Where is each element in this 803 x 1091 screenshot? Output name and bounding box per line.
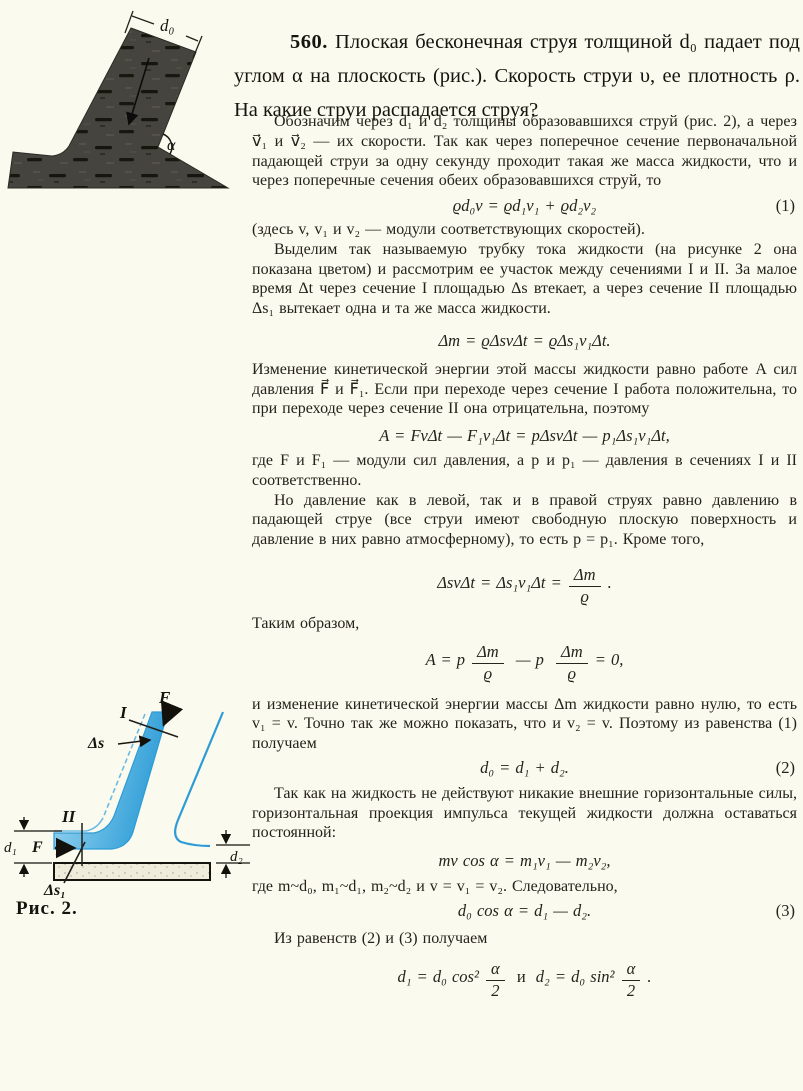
force-F1-label: F⃗₁ [32, 839, 61, 856]
equation-1-tag: (1) [775, 196, 795, 216]
equation-work-zero-pre: A = p [425, 649, 465, 669]
equation-work-zero [252, 643, 797, 684]
solution-paragraph-2: (здесь v, v₁ и v₂ — модули соответствующих скоростей). [252, 220, 645, 238]
d0-label: d₀ [160, 16, 175, 35]
fraction-dm-rho-1: $\frac{\Delta m}{ϱ}$ [470, 643, 506, 684]
plate [54, 863, 210, 880]
section-I-label: I [120, 703, 127, 722]
fraction-alpha-2-a: $\frac{\alpha}{2}$ [484, 960, 507, 1001]
equation-result [252, 960, 797, 1001]
solution-paragraph-8: и изменение кинетической энергии массы Δm жидкости равно нулю, то есть v₁ = v. Точно так же можно показать, что и v₂ = v. Поэтому из равенства (1) получаем [252, 695, 797, 753]
alpha-label: α [167, 137, 176, 154]
fraction-dm-rho: $\frac{\Delta m}{ϱ}$ [567, 566, 603, 607]
equation-dm [252, 331, 797, 351]
equation-2-body: d₀ = d₁ + d₂. [480, 758, 569, 777]
equation-dm-body: Δm = ϱΔsvΔt = ϱΔs₁v₁Δt. [438, 330, 611, 350]
force-F-label: F⃗ [159, 690, 184, 707]
solution-paragraph-6: Но давление как в левой, так и в правой струях равно давлению в падающей струе (все струи имеют свободную плоскую поверхность и давление в них равно атмосферному), то есть p = p₁. Кроме того, [252, 491, 797, 549]
section-II-label: II [62, 807, 76, 826]
solution-paragraph-1: Обозначим через d₁ и d₂ толщины образовавшихся струй (рис. 2), а через v⃗₁ и v⃗₂ — их скорости. Так как через поперечное сечение первоначальной падающей струи за одну секунду проходит такая же масса жидкости, что и через поперечные сечения обеих образовавшихся струй, то [252, 113, 797, 190]
equation-result-pre2: d₂ = d₀ sin² [535, 967, 615, 987]
problem-number: 560. [290, 30, 328, 53]
solution-text [252, 112, 797, 1001]
d2-label: d₂ [230, 849, 243, 865]
solution-paragraph-11: Из равенств (2) и (3) получаем [274, 929, 488, 947]
problem-text: Плоская бесконечная струя толщиной d₀ падает под углом α на плоскость (рис.). Скорость струи υ, ее плотность ρ. На какие струи распадается струя? [234, 30, 800, 121]
stream-tube [54, 712, 168, 849]
figure2-stream-tube-diagram [2, 690, 254, 928]
equation-1-body: ϱd₀v = ϱd₁v₁ + ϱd₂v₂ [452, 196, 597, 216]
equation-momentum-body: mv cos α = m₁v₁ — m₂v₂, [438, 851, 611, 871]
fraction-alpha-2-b: $\frac{\alpha}{2}$ [620, 960, 643, 1001]
equation-work-zero-mid: — p [515, 649, 544, 669]
solution-paragraph-9: Так как на жидкость не действуют никакие внешние горизонтальные силы, горизонтальная проекция импульса текущей жидкости должна оставаться постоянной: [252, 784, 797, 842]
equation-volume-post: . [607, 572, 612, 592]
equation-momentum [252, 851, 797, 871]
equation-volume-pre: ΔsvΔt = Δs₁v₁Δt = [437, 572, 562, 592]
equation-2-tag: (2) [775, 757, 795, 777]
ds-label: Δs [88, 735, 105, 752]
equation-volume [252, 566, 797, 607]
equation-work-zero-post: = 0, [594, 649, 624, 669]
figure1-incident-jet-diagram [0, 0, 240, 198]
solution-paragraph-7: Таким образом, [252, 614, 360, 632]
equation-result-pre1: d₁ = d₀ cos² [397, 967, 479, 987]
equation-3 [252, 901, 797, 921]
solution-paragraph-5: где F и F₁ — модули сил давления, а p и p₁ — давления в сечениях I и II соответственно. [252, 451, 798, 489]
equation-1 [252, 196, 797, 216]
solution-paragraph-3: Выделим так называемую трубку тока жидкости (на рисунке 2 она показана цветом) и рассмотрим ее участок между сечениями I и II. За малое время Δt через сечение I площадью Δs втекает, а через сечение II площадью Δs₁ вытекает одна и та же масса жидкости. [252, 240, 797, 318]
equation-result-post: . [647, 967, 652, 987]
equation-3-body: d₀ cos α = d₁ — d₂. [457, 900, 592, 920]
d1-label: d₁ [4, 840, 17, 856]
solution-paragraph-4: Изменение кинетической энергии этой массы жидкости равно работе A сил давления F⃗ и F⃗₁. Если при переходе через сечение I работа положительна, то при переходе через сечение II она отрицательна, поэтому [252, 360, 797, 418]
equation-result-mid: и [516, 967, 526, 987]
ds1-label: Δs₁ [44, 882, 66, 899]
fraction-dm-rho-2: $\frac{\Delta m}{ϱ}$ [554, 643, 590, 684]
figure2-caption: Рис. 2. [16, 898, 78, 919]
solution-paragraph-10: где m~d₀, m₁~d₁, m₂~d₂ и v = v₁ = v₂. Следовательно, [252, 877, 618, 895]
jet-right-boundary [175, 712, 223, 846]
equation-work [252, 426, 797, 446]
equation-work-body: A = FvΔt — F₁v₁Δt = pΔsvΔt — p₁Δs₁v₁Δt, [379, 426, 670, 446]
equation-2 [252, 758, 797, 778]
equation-3-tag: (3) [775, 900, 795, 920]
